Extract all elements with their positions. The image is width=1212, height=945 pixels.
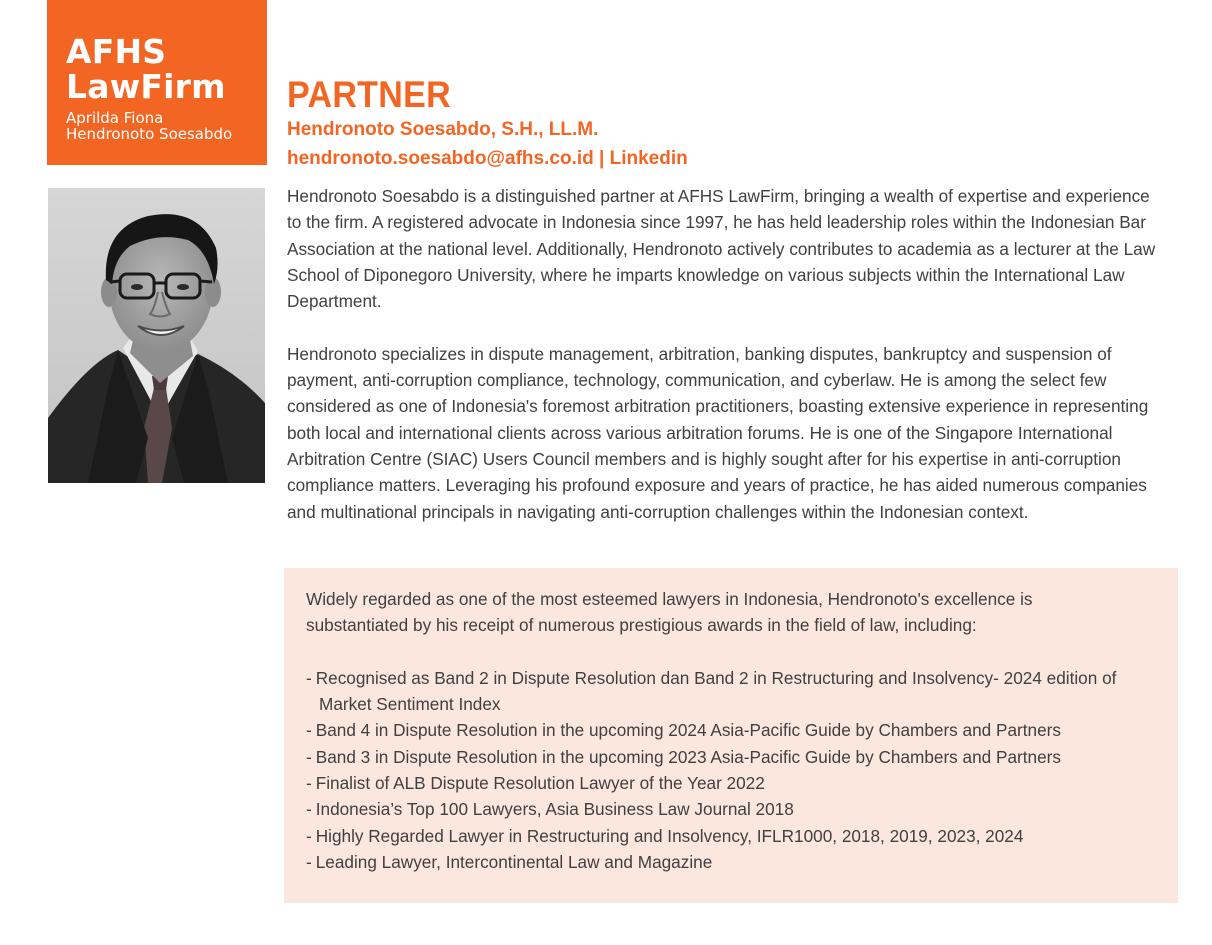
- list-dash: -: [306, 825, 312, 846]
- awards-list: [306, 665, 1156, 875]
- logo-founder-1: Aprilda Fiona: [66, 109, 164, 127]
- award-item: [306, 823, 1156, 849]
- awards-panel: [284, 568, 1178, 903]
- list-dash: -: [306, 667, 312, 688]
- award-text: Recognised as Band 2 in Dispute Resolution dan Band 2 in Restructuring and Insolvency- 2024 edition of Market Sentiment Index: [315, 667, 1117, 715]
- awards-intro: Widely regarded as one of the most esteemed lawyers in Indonesia, Hendronoto's excellence is substantiated by his receipt of numerous prestigious awards in the field of law, including:: [306, 589, 1033, 636]
- linkedin-link[interactable]: Linkedin: [609, 148, 688, 169]
- award-item: [306, 665, 1156, 718]
- award-text: Highly Regarded Lawyer in Restructuring and Insolvency, IFLR1000, 2018, 2019, 2023, 2024: [315, 825, 1024, 846]
- logo-founder-2: Hendronoto Soesabdo: [66, 125, 233, 143]
- award-item: [306, 717, 1156, 743]
- biography: [287, 183, 1167, 525]
- partner-portrait: [48, 188, 265, 483]
- award-text: Band 4 in Dispute Resolution in the upcoming 2024 Asia-Pacific Guide by Chambers and Partners: [315, 720, 1061, 741]
- award-text: Band 3 in Dispute Resolution in the upcoming 2023 Asia-Pacific Guide by Chambers and Partners: [315, 746, 1061, 767]
- award-text: Indonesia’s Top 100 Lawyers, Asia Business Law Journal 2018: [315, 799, 794, 820]
- bio-paragraph-1: Hendronoto Soesabdo is a distinguished partner at AFHS LawFirm, bringing a wealth of expertise and experience to the firm. A registered advocate in Indonesia since 1997, he has held leadership roles within the Indonesian Bar Association at the national level. Additionally, Hendronoto actively contributes to academia as a lecturer at the Law School of Diponegoro University, where he imparts knowledge on various subjects within the International Law Department.: [287, 186, 1156, 312]
- award-item: [306, 796, 1156, 822]
- logo-text-lawfirm: LawFirm: [66, 67, 226, 106]
- partner-name: Hendronoto Soesabdo, S.H., LL.M.: [287, 119, 599, 140]
- award-item: [306, 770, 1156, 796]
- award-text: Finalist of ALB Dispute Resolution Lawyer of the Year 2022: [315, 773, 765, 794]
- portrait-illustration: [48, 188, 265, 483]
- list-dash: -: [306, 720, 312, 741]
- award-item: [306, 849, 1156, 875]
- contact-line: [287, 146, 688, 172]
- firm-logo: [47, 0, 267, 165]
- email-link[interactable]: hendronoto.soesabdo@afhs.co.id: [287, 148, 594, 169]
- list-dash: -: [306, 799, 312, 820]
- role-title: PARTNER: [287, 74, 451, 115]
- award-item: [306, 744, 1156, 770]
- award-text: Leading Lawyer, Intercontinental Law and Magazine: [315, 851, 713, 872]
- contact-separator: |: [593, 148, 610, 169]
- list-dash: -: [306, 746, 312, 767]
- list-dash: -: [306, 773, 312, 794]
- logo-text-afhs: AFHS: [66, 32, 167, 71]
- list-dash: -: [306, 851, 312, 872]
- bio-paragraph-2: Hendronoto specializes in dispute management, arbitration, banking disputes, bankruptcy and suspension of payment, anti-corruption compliance, technology, communication, and cyberlaw. He is among the select few considered as one of Indonesia's foremost arbitration practitioners, boasting extensive experience in representing both local and international clients across various arbitration forums. He is one of the Singapore International Arbitration Centre (SIAC) Users Council members and is highly sought after for his expertise in anti-corruption compliance matters. Leveraging his profound exposure and years of practice, he has aided numerous companies and multinational principals in navigating anti-corruption challenges within the Indonesian context.: [287, 343, 1149, 522]
